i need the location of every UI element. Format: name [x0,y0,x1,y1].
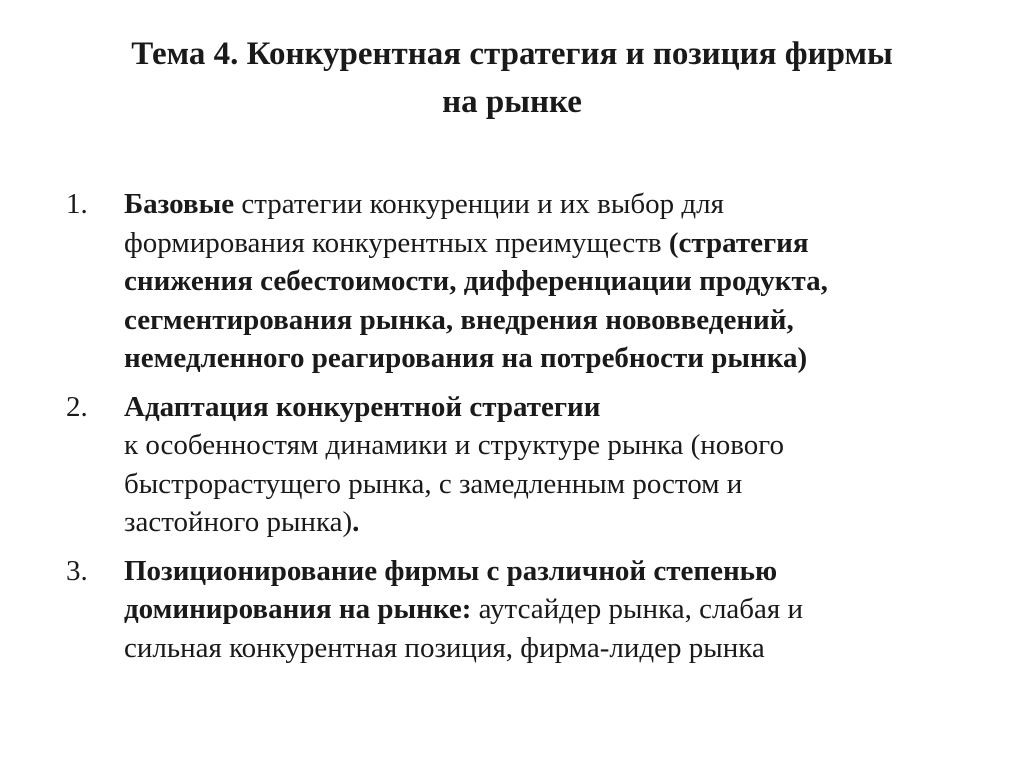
item-line: немедленного реагирования на потребности рынка) [124,342,808,374]
item-number: 2. [66,390,88,423]
item-line [124,503,966,542]
list-item-3 [66,552,966,668]
slide-title [40,30,984,126]
list-item-2 [66,388,966,542]
item-line: к особенностям динамики и структуре рынка (нового [124,429,784,461]
item-emphasis: . [352,506,360,538]
item-line: снижения себестоимости, дифференциации продукта, [124,265,828,297]
item-line [124,185,966,224]
item-emphasis: Базовые [124,188,235,220]
title-line-2: на рынке [442,84,582,120]
list-item-1 [66,185,966,378]
item-line: Позиционирование фирмы с различной степенью [124,554,778,587]
item-line [124,224,966,263]
item-line: сегментирования рынка, внедрения нововведений, [124,303,794,336]
item-text: аутсайдер рынка, слабая и [471,593,804,625]
item-line: сильная конкурентная позиция, фирма-лидер рынка [124,631,765,664]
item-text: формирования конкурентных преимуществ [124,226,669,259]
item-line: быстрорастущего рынка, с замедленным ростом и [124,467,743,500]
item-emphasis: (стратегия [668,226,809,259]
item-text: стратегии конкуренции и их выбор для [234,188,724,220]
item-line: Адаптация конкурентной стратегии [124,390,601,423]
item-emphasis: доминирования на рынке: [124,593,472,625]
item-text: застойного рынка) [124,506,353,538]
item-number: 1. [66,188,88,220]
title-line-1: Тема 4. Конкурентная стратегия и позиция фирмы [131,36,893,72]
item-number: 3. [66,554,88,587]
item-line [124,590,966,629]
topic-list [66,185,966,677]
